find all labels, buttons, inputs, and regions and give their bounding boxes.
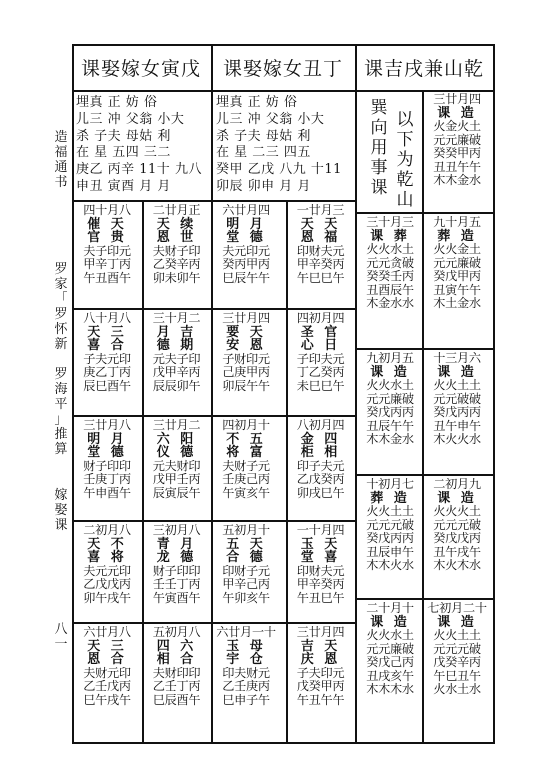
entry-line: 甲辛癸丙	[296, 577, 345, 591]
page-number: 八 一	[54, 622, 68, 652]
entry-line: 印财子元	[222, 563, 270, 578]
entry-line: 官 贵	[87, 230, 127, 245]
intro-line: 卯辰 卯申 月 月	[216, 178, 311, 194]
entry-line: 夫元元印	[83, 563, 131, 578]
entry-line: 三廿月八	[83, 419, 131, 432]
entry-line: 四初月十	[222, 419, 270, 432]
entry-line: 午申酉午	[83, 485, 131, 500]
intro-line: 在 星 二三 四五	[216, 145, 311, 161]
entry-line: 癸癸甲丙	[433, 146, 481, 160]
entry-line: 子财印元	[222, 351, 270, 366]
table-rule	[355, 598, 494, 600]
entry-line: 印夫财元	[222, 665, 270, 680]
entry-line: 丑戌亥午	[366, 668, 414, 683]
entry-line: 一廿月三	[296, 204, 345, 217]
entry-line: 心 日	[300, 338, 341, 353]
entry-line: 辰寅辰午	[152, 485, 201, 500]
entry-line: 四初月四	[296, 312, 345, 325]
intro-line: 在 星 五四 三二	[76, 145, 171, 161]
entry-line: 八初月四	[296, 419, 345, 432]
entry-line: 火火土土	[433, 378, 481, 392]
almanac-entry	[213, 312, 279, 412]
entry-line: 甲辛癸丙	[296, 257, 345, 271]
entry-line: 戊癸辛丙	[433, 655, 481, 669]
entry-line: 火火水土	[366, 242, 414, 256]
entry-line: 巳辰酉午	[152, 692, 201, 707]
table-rule	[72, 742, 494, 744]
entry-line: 木木金水	[366, 432, 414, 446]
table-rule	[72, 415, 356, 417]
entry-line: 木木金水	[433, 173, 481, 187]
entry-line: 仪 德	[156, 445, 197, 460]
entry-line: 壬庚丁丙	[83, 472, 131, 486]
entry-line: 巳申子午	[222, 692, 270, 707]
almanac-entry	[288, 626, 353, 726]
table-rule	[72, 90, 494, 92]
entry-line: 乙癸辛丙	[152, 257, 201, 271]
almanac-entry	[74, 419, 140, 519]
entry-line: 木木木水	[366, 682, 414, 696]
entry-line: 五初月八	[152, 626, 201, 639]
intro-line: 埋真 正 妨 俗	[216, 95, 298, 110]
entry-line: 乙壬丁丙	[152, 679, 201, 693]
entry-line: 三十月二	[152, 312, 201, 325]
entry-line: 明 月	[226, 216, 266, 232]
table-rule	[355, 348, 494, 350]
entry-line: 元元廉破	[433, 132, 481, 147]
entry-line: 木火木水	[433, 558, 481, 572]
entry-line: 子印夫元	[296, 351, 345, 366]
entry-line: 印财夫元	[296, 243, 345, 258]
entry-line: 癸戊己丙	[366, 655, 414, 669]
intro-line: 杀 子夫 母姑 利	[216, 128, 311, 144]
entry-line: 癸戊丙丙	[366, 531, 414, 545]
entry-line: 戊癸甲丙	[296, 679, 345, 693]
header-dingchou: 课娶嫁女丑丁	[222, 57, 343, 80]
entry-line: 卯辰午午	[222, 378, 270, 393]
entry-line: 庆 恩	[300, 652, 341, 667]
almanac-entry	[213, 626, 279, 726]
entry-line: 元夫子印	[152, 351, 201, 366]
entry-line: 未巳巳午	[296, 378, 345, 393]
entry-line: 柜 相	[300, 445, 341, 460]
intro-line: 庚乙 丙辛 11十 九八	[76, 162, 202, 178]
almanac-entry	[144, 312, 209, 412]
entry-line: 木火火水	[433, 432, 481, 446]
entry-line: 元元元破	[433, 517, 481, 532]
entry-line: 火水土水	[433, 682, 481, 696]
table-rule	[493, 44, 495, 744]
almanac-entry	[357, 602, 423, 722]
entry-line: 夫财子印	[152, 243, 201, 258]
intro-line: 儿三 冲 父翁 小大	[216, 111, 325, 127]
entry-line: 辰辰卯午	[152, 378, 201, 393]
almanac-entry	[424, 352, 490, 472]
author-credit: 罗 家 「 罗 怀 新 罗 海 平 」 推 算	[54, 262, 68, 457]
almanac-entry	[213, 419, 279, 519]
entry-line: 印财夫元	[296, 563, 345, 578]
entry-line: 课 造	[437, 614, 477, 630]
almanac-entry	[424, 478, 490, 598]
entry-line: 将 富	[226, 445, 266, 460]
almanac-entry	[357, 216, 423, 336]
entry-line: 三十月三	[366, 216, 414, 229]
entry-line: 相 合	[156, 652, 197, 667]
almanac-entry	[74, 204, 140, 304]
almanac-entry	[357, 478, 423, 598]
entry-line: 喜 将	[87, 550, 127, 565]
entry-line: 葬 造	[437, 228, 477, 244]
entry-line: 六廿月一十	[216, 626, 276, 639]
entry-line: 乙壬戊丙	[83, 679, 131, 693]
almanac-entry	[144, 524, 209, 624]
entry-line: 龙 德	[156, 550, 197, 565]
entry-line: 青 月	[156, 536, 197, 552]
entry-line: 癸癸壬丙	[366, 269, 414, 283]
entry-line: 五 天	[226, 536, 266, 552]
entry-line: 午巳巳午	[296, 270, 345, 285]
entry-line: 课 葬	[370, 228, 410, 244]
intro-line: 申丑 寅酉 月 月	[76, 178, 171, 194]
entry-line: 元元贪破	[366, 255, 414, 270]
entry-line: 元夫财印	[152, 458, 201, 473]
entry-line: 丑寅午午	[433, 282, 481, 297]
entry-line: 壬庚己丙	[222, 472, 270, 486]
book-title: 造 福 通 书	[54, 130, 68, 190]
entry-line: 木金水水	[366, 296, 414, 310]
entry-line: 天 续	[156, 216, 197, 232]
entry-line: 元元元破	[433, 641, 481, 656]
entry-line: 七初月二十	[427, 602, 487, 615]
entry-line: 丑丑午午	[433, 159, 481, 174]
entry-line: 乙戊癸丙	[296, 472, 345, 486]
entry-line: 巳辰午午	[222, 270, 270, 285]
entry-line: 印子夫元	[296, 458, 345, 473]
entry-line: 恩 世	[156, 230, 197, 245]
entry-line: 课 造	[437, 364, 477, 380]
almanac-entry	[288, 204, 353, 304]
entry-line: 要 天	[226, 324, 266, 340]
entry-line: 德 期	[156, 338, 197, 353]
entry-line: 月 吉	[156, 324, 197, 340]
entry-line: 火火金土	[433, 242, 481, 256]
entry-line: 金 四	[300, 431, 341, 447]
entry-line: 三廿月二	[152, 419, 201, 432]
almanac-entry	[424, 216, 490, 336]
entry-line: 夫财子元	[222, 458, 270, 473]
entry-line: 元元破破	[433, 391, 481, 406]
entry-line: 五初月十	[222, 524, 270, 537]
entry-line: 催 天	[87, 216, 127, 232]
almanac-entry	[74, 626, 140, 726]
intro-big-text	[362, 98, 418, 208]
entry-line: 天 三	[87, 638, 127, 654]
entry-line: 巳午戌午	[83, 692, 131, 707]
entry-line: 课 造	[370, 364, 410, 380]
entry-line: 夫元印元	[222, 243, 270, 258]
entry-line: 堂 德	[87, 445, 127, 460]
entry-line: 课 造	[437, 105, 477, 121]
entry-line: 夫子印元	[83, 243, 131, 258]
entry-line: 圣 官	[300, 324, 341, 340]
almanac-entry	[74, 524, 140, 624]
entry-line: 癸戊甲丙	[433, 269, 481, 283]
almanac-entry	[357, 352, 423, 472]
entry-line: 戊甲壬丙	[152, 472, 201, 486]
entry-line: 午丑酉午	[83, 270, 131, 285]
entry-line: 三廿月四	[296, 626, 345, 639]
entry-line: 丑午戌午	[433, 544, 481, 559]
almanac-entry	[288, 312, 353, 412]
entry-line: 喜 合	[87, 338, 127, 353]
entry-line: 六廿月四	[222, 204, 270, 217]
entry-line: 二初月八	[83, 524, 131, 537]
almanac-entry	[288, 419, 353, 519]
entry-line: 课 造	[370, 614, 410, 630]
entry-line: 卯戌巳午	[296, 485, 345, 500]
entry-line: 乙戊戊丙	[83, 577, 131, 591]
entry-line: 乙壬庚丙	[222, 679, 270, 693]
entry-line: 子夫元印	[83, 351, 131, 366]
entry-line: 玉 天	[300, 536, 341, 552]
entry-line: 吉 天	[300, 638, 341, 654]
entry-line: 午巳丑午	[433, 668, 481, 683]
entry-line: 庚乙丁丙	[83, 365, 131, 379]
entry-line: 天 不	[87, 536, 127, 552]
entry-line: 火火水土	[366, 378, 414, 392]
entry-line: 丑辰午午	[366, 418, 414, 433]
entry-line: 午卯亥午	[222, 590, 270, 605]
table-rule	[72, 200, 356, 202]
header-wuyin: 课娶嫁女寅戊	[80, 57, 201, 80]
intro-cell	[76, 95, 206, 195]
entry-line: 丁乙癸丙	[296, 365, 345, 379]
entry-line: 癸戊丙丙	[366, 405, 414, 419]
entry-line: 堂 德	[226, 230, 266, 245]
entry-line: 元元廉破	[433, 255, 481, 270]
entry-line: 甲辛丁丙	[83, 257, 131, 271]
entry-line: 癸戊丙丙	[433, 405, 481, 419]
entry-line: 不 五	[226, 431, 266, 447]
entry-line: 癸丙甲丙	[222, 257, 270, 271]
table-rule	[355, 474, 494, 476]
entry-line: 四 六	[156, 638, 197, 654]
entry-line: 辰巳酉午	[83, 378, 131, 393]
entry-line: 二廿月正	[152, 204, 201, 217]
entry-line: 葬 造	[370, 490, 410, 506]
header-qianshan: 课吉戌兼山乾	[363, 57, 484, 80]
almanac-entry	[144, 204, 209, 304]
entry-line: 癸戊戊丙	[433, 531, 481, 545]
entry-line: 堂 喜	[300, 550, 341, 565]
entry-line: 财子印印	[83, 458, 131, 473]
entry-line: 恩 合	[87, 652, 127, 667]
entry-line: 四十月八	[83, 204, 131, 217]
intro-line: 杀 子夫 母姑 利	[76, 128, 171, 144]
entry-line: 火火土土	[366, 504, 414, 518]
almanac-entry	[288, 524, 353, 624]
entry-line: 六廿月八	[83, 626, 131, 639]
entry-line: 十初月七	[366, 478, 414, 491]
entry-line: 丑酉辰午	[366, 282, 414, 297]
entry-line: 己庚甲丙	[222, 365, 270, 379]
table-rule	[72, 308, 356, 310]
entry-line: 九初月五	[366, 352, 414, 365]
entry-line: 宇 仓	[226, 652, 266, 667]
entry-line: 明 月	[87, 431, 127, 447]
entry-line: 玉 母	[226, 638, 266, 654]
table-rule	[72, 520, 356, 522]
entry-line: 木土金水	[433, 296, 481, 310]
intro-line: 埋真 正 妨 俗	[76, 95, 158, 110]
almanac-entry	[144, 419, 209, 519]
intro-big-column: 巽 向 用 事 课	[370, 98, 388, 198]
entry-line: 元元廉破	[366, 641, 414, 656]
entry-line: 午寅酉午	[152, 590, 201, 605]
entry-line: 火火水土	[366, 628, 414, 642]
intro-big-column: 以 下 为 乾 山	[396, 110, 414, 210]
entry-line: 丑午申午	[433, 418, 481, 433]
almanac-entry	[424, 93, 490, 213]
entry-line: 合 德	[226, 550, 266, 565]
entry-line: 恩 福	[300, 230, 341, 245]
entry-line: 木木火水	[366, 558, 414, 572]
almanac-entry	[74, 312, 140, 412]
entry-line: 戊甲辛丙	[152, 365, 201, 379]
entry-line: 八十月八	[83, 312, 131, 325]
almanac-entry	[424, 602, 490, 722]
entry-line: 课 造	[437, 490, 477, 506]
entry-line: 夫财印印	[152, 665, 201, 680]
entry-line: 二十月十	[366, 602, 414, 615]
entry-line: 火火土土	[433, 628, 481, 642]
almanac-entry	[144, 626, 209, 726]
entry-line: 六 阳	[156, 431, 197, 447]
entry-line: 甲辛己丙	[222, 577, 270, 591]
entry-line: 三廿月四	[222, 312, 270, 325]
intro-cell	[216, 95, 346, 195]
intro-line: 癸甲 乙戊 八九 十11	[216, 162, 342, 178]
entry-line: 火金火土	[433, 119, 481, 133]
entry-line: 三初月八	[152, 524, 201, 537]
entry-line: 一十月四	[296, 524, 345, 537]
entry-line: 卯午戌午	[83, 590, 131, 605]
entry-line: 十三月六	[433, 352, 481, 365]
almanac-entry	[213, 204, 279, 304]
entry-line: 丑辰申午	[366, 544, 414, 559]
entry-line: 三廿月四	[433, 93, 481, 106]
intro-line: 儿三 冲 父翁 小大	[76, 111, 185, 127]
entry-line: 安 恩	[226, 338, 266, 353]
entry-line: 午丑巳午	[296, 590, 345, 605]
entry-line: 天 天	[300, 216, 341, 232]
entry-line: 元元廉破	[366, 391, 414, 406]
entry-line: 卯未卯午	[152, 270, 201, 285]
entry-line: 午丑午午	[296, 692, 345, 707]
entry-line: 天 三	[87, 324, 127, 340]
almanac-entry	[213, 524, 279, 624]
section-title: 嫁 娶 课	[54, 488, 68, 533]
entry-line: 壬壬丁丙	[152, 577, 201, 591]
entry-line: 二初月九	[433, 478, 481, 491]
entry-line: 财子印印	[152, 563, 201, 578]
entry-line: 夫财元印	[83, 665, 131, 680]
entry-line: 火火火土	[433, 504, 481, 518]
entry-line: 元元元破	[366, 517, 414, 532]
entry-line: 子夫印元	[296, 665, 345, 680]
entry-line: 午寅亥午	[222, 485, 270, 500]
entry-line: 九十月五	[433, 216, 481, 229]
